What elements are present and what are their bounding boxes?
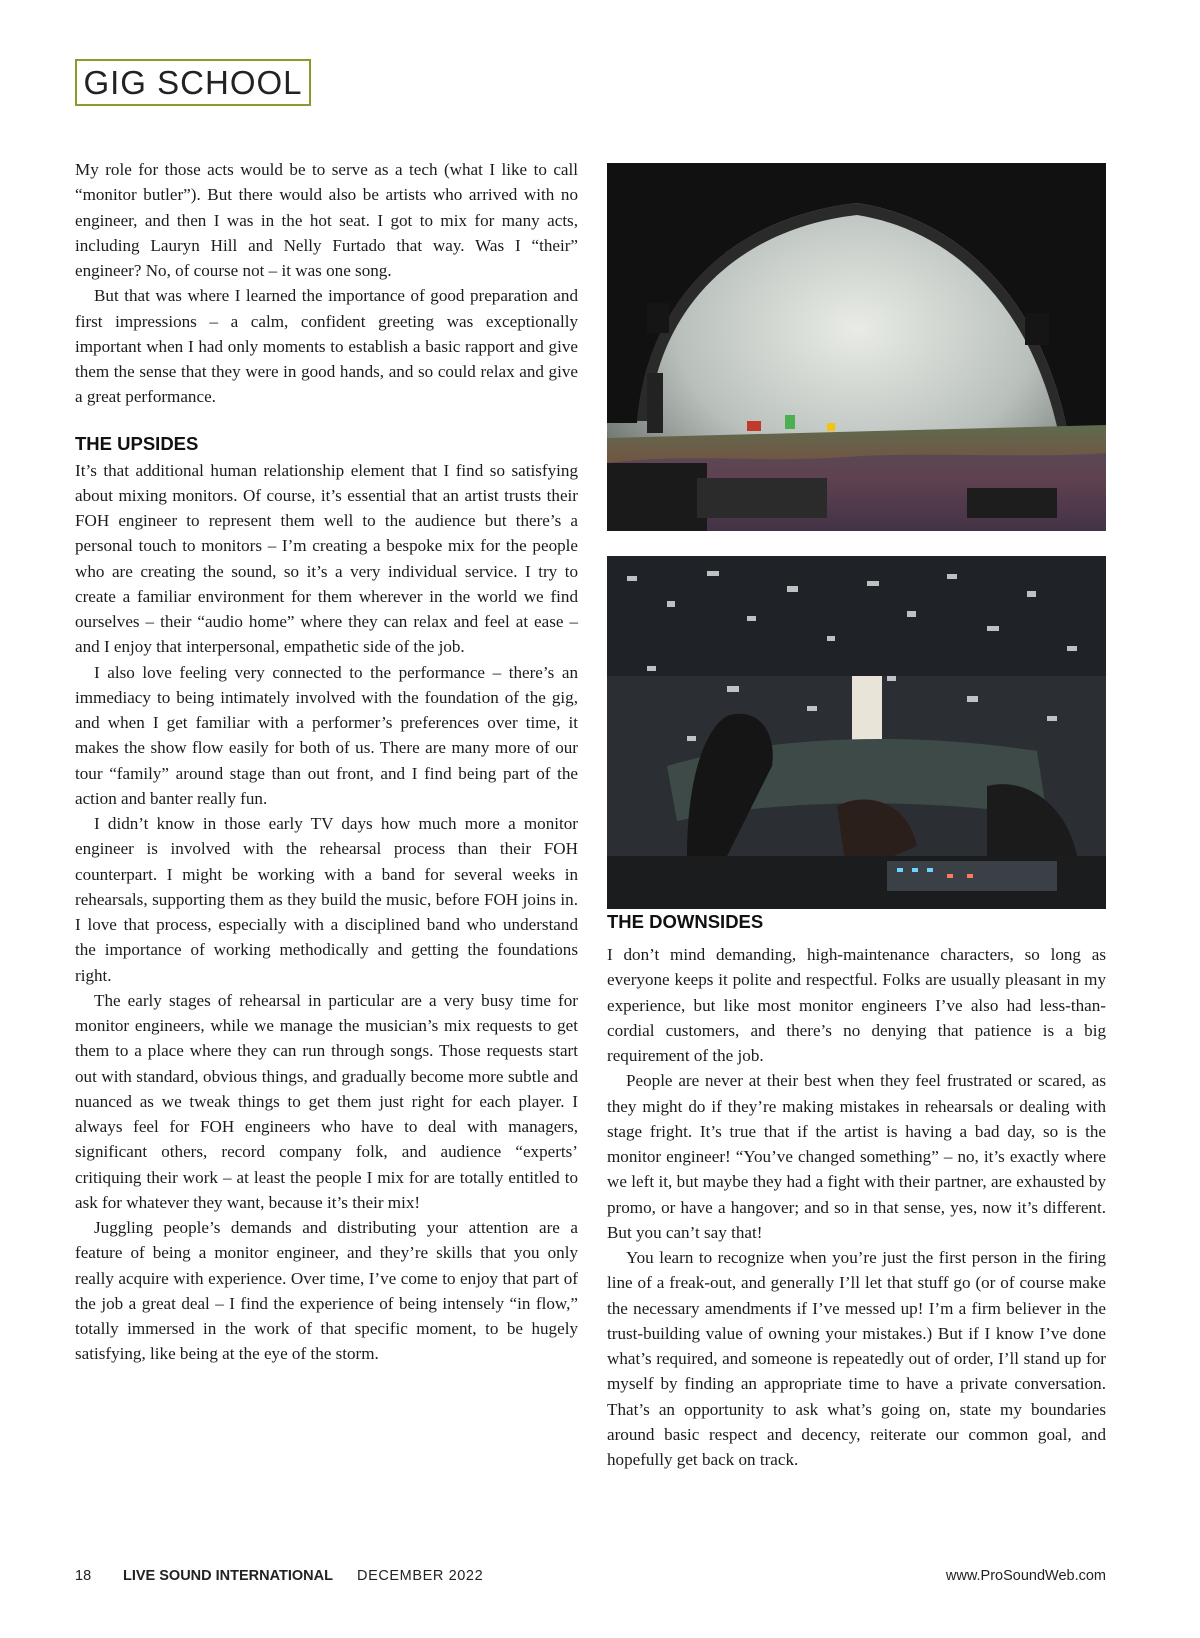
magazine-name: LIVE SOUND INTERNATIONAL: [123, 1568, 333, 1584]
upsides-heading: THE UPSIDES: [75, 432, 199, 454]
downsides-heading: THE DOWNSIDES: [607, 911, 764, 932]
intro-paragraph-1: My role for those acts would be to serve as a tech (what I like to call “monitor butler”). But there would also be artists who arrived with no engineer, and then I was in the hot seat. I got to mix for many acts, including Lauryn Hill and Nelly Furtado that way. Was I “their” engineer? No, of course not – it was one song.: [75, 160, 578, 280]
upsides-paragraph-1: It’s that additional human relationship element that I find so satisfying about mixing monitors. Of course, it’s essential that an artist trusts their FOH engineer to represent them well to the audience but there’s a personal touch to monitors – I’m creating a bespoke mix for the people who are creating the sound, so it’s a very individual service. I try to create a familiar environment for them wherever in the world we find ourselves – their “audio home” where they can relax and feel at ease – and I enjoy that interpersonal, empathetic side of the job.: [75, 460, 578, 657]
website-link[interactable]: www.ProSoundWeb.com: [945, 1568, 1106, 1584]
monitor-world-confetti-photo: [607, 556, 1106, 909]
festival-stage-photo: [607, 163, 1106, 531]
downsides-paragraph-2: People are never at their best when they feel frustrated or scared, as they might do if they’re making mistakes in rehearsals or dealing with stage fright. It’s true that if the artist is having a bad day, so is the monitor engineer! “You’ve changed something” – no, it’s exactly where we left it, but maybe they had a fight with their partner, are exhausted by promo, or have a hangover; and so in that sense, yes, now it’s different. But you can’t say that!: [607, 1071, 1106, 1242]
section-tag: GIG SCHOOL: [75, 59, 311, 106]
downsides-paragraph-3: You learn to recognize when you’re just the first person in the firing line of a freak-out, and generally I’ll let that stuff go (or of course make the necessary amendments if I’ve messed up! I’m a firm believer in the trust-building value of owning your mistakes.) But if I know I’ve done what’s required, and someone is repeatedly out of order, I’ll stand up for myself by finding an appropriate time to have a private conversation. That’s an opportunity to ask what’s going on, state my boundaries around basic respect and decency, reiterate our common goal, and hopefully get back on track.: [607, 1248, 1106, 1469]
page-number: 18: [75, 1568, 92, 1584]
right-column: [607, 911, 1106, 1472]
upsides-paragraph-4: The early stages of rehearsal in particular are a very busy time for monitor engineers, while we manage the musician’s mix requests to get them to a place where they can run through songs. Those requests start out with standard, obvious things, and gradually become more subtle and nuanced as we tweak things to get them just right for each player. I always feel for FOH engineers who have to deal with managers, significant others, record company folk, and audience “experts’ critiquing their work – at least the people I mix for are totally entitled to ask for whatever they want, because it’s their mix!: [75, 990, 578, 1212]
page-footer: [75, 1568, 1106, 1590]
left-column: [75, 157, 578, 1367]
upsides-paragraph-2: I also love feeling very connected to the performance – there’s an immediacy to being intimately involved with the foundation of the gig, and when I get familiar with a performer’s preferences over time, it makes the show flow easily for both of us. There are many more of our tour “family” around stage than out front, and I find being part of the action and banter really fun.: [75, 662, 578, 808]
intro-paragraph-2: But that was where I learned the importance of good preparation and first impressions – a calm, confident greeting was exceptionally important when I had only moments to establish a basic rapport and give them the sense that they were in good hands, and so could relax and give a great performance.: [75, 286, 578, 407]
downsides-paragraph-1: I don’t mind demanding, high-maintenance characters, so long as everyone keeps it polite and respectful. Folks are usually pleasant in my experience, but like most monitor engineers I’ve also had less-than-cordial customers, and there’s no denying that patience is a big requirement of the job.: [607, 945, 1106, 1065]
upsides-paragraph-3: I didn’t know in those early TV days how much more a monitor engineer is involved with the rehearsal process than their FOH counterpart. I might be working with a band for several weeks in rehearsals, supporting them as they build the music, before FOH joins in. I love that process, especially with a disciplined band who understand the importance of working methodically and getting the foundations right.: [75, 814, 578, 985]
upsides-paragraph-5: Juggling people’s demands and distributing your attention are a feature of being a monitor engineer, and they’re skills that you only really acquire with experience. Over time, I’ve come to enjoy that part of the job a great deal – I find the experience of being intensely “in flow,” totally immersed in the work of that specific moment, to be hugely satisfying, like being at the eye of the storm.: [75, 1218, 578, 1364]
issue-date: DECEMBER 2022: [357, 1568, 484, 1584]
